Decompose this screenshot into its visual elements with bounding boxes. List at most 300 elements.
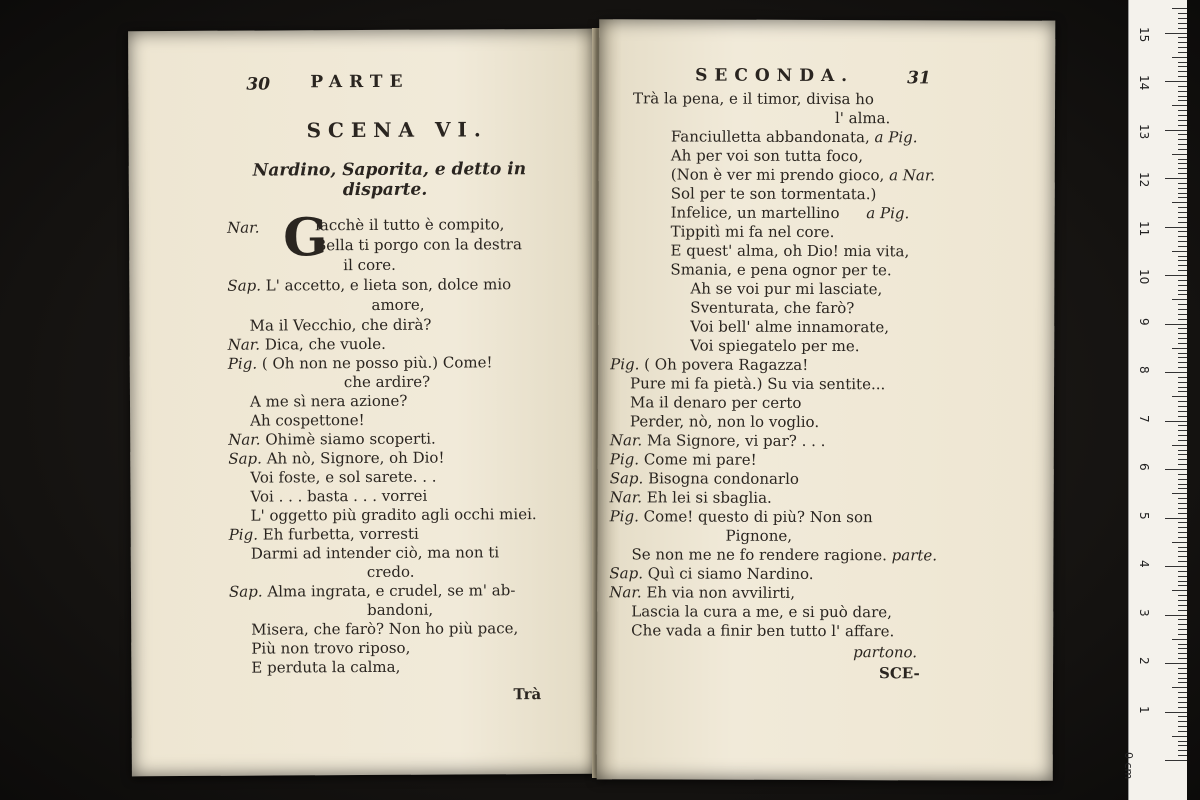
ruler-tick bbox=[1178, 207, 1187, 208]
verse-text: Se non me ne fo rendere ragione. bbox=[631, 545, 887, 565]
ruler-tick bbox=[1178, 125, 1187, 126]
ruler-tick bbox=[1178, 304, 1187, 305]
ruler-tick bbox=[1165, 518, 1187, 519]
verse-line bbox=[610, 450, 757, 470]
ruler-tick bbox=[1178, 454, 1187, 455]
verse-line bbox=[250, 411, 365, 431]
verse-line bbox=[251, 619, 518, 639]
verse-line bbox=[631, 602, 892, 622]
ruler-tick bbox=[1178, 716, 1187, 717]
speaker-label: Nar. bbox=[609, 488, 643, 507]
ruler-tick bbox=[1178, 498, 1187, 499]
verse-text: Bella ti porgo con la destra bbox=[315, 235, 522, 255]
ruler-tick bbox=[1178, 47, 1187, 48]
ruler-tick bbox=[1178, 585, 1187, 586]
ruler-tick bbox=[1178, 503, 1187, 504]
ruler-tick bbox=[1178, 440, 1187, 441]
verse-line bbox=[610, 355, 808, 375]
verse-line bbox=[609, 564, 813, 584]
verse-line bbox=[671, 203, 910, 223]
verse-text: Che vada a finir ben tutto l' affare. bbox=[631, 621, 895, 641]
verse-line bbox=[631, 621, 894, 641]
verse-line bbox=[670, 241, 909, 261]
verse-text: Voi bell' alme innamorate, bbox=[690, 317, 890, 337]
speaker-label: Pig. bbox=[610, 355, 640, 374]
verse-text: Smania, e pena ognor per te. bbox=[670, 260, 892, 280]
ruler-tick bbox=[1172, 493, 1187, 494]
ruler-tick bbox=[1178, 682, 1187, 683]
right-catchword: SCE- bbox=[879, 664, 920, 683]
ruler-tick bbox=[1178, 435, 1187, 436]
ruler-tick bbox=[1178, 367, 1187, 368]
ruler-number: 5 bbox=[1137, 511, 1151, 520]
ruler-tick bbox=[1165, 615, 1187, 616]
ruler-unit-label: 0 cm bbox=[1122, 752, 1135, 780]
verse-text: Come mi pare! bbox=[643, 450, 757, 469]
ruler-tick bbox=[1172, 348, 1187, 349]
verse-line bbox=[251, 543, 499, 563]
speaker-label: Nar. bbox=[227, 218, 260, 237]
ruler-tick bbox=[1178, 309, 1187, 310]
measurement-ruler bbox=[1122, 0, 1187, 800]
ruler-tick bbox=[1178, 290, 1187, 291]
ruler-tick bbox=[1165, 275, 1187, 276]
ruler-tick bbox=[1178, 551, 1187, 552]
verse-text: Ma il Vecchio, che dirà? bbox=[249, 315, 432, 335]
verse-line bbox=[610, 431, 826, 451]
ruler-tick bbox=[1178, 280, 1187, 281]
speaker-label: Pig. bbox=[609, 507, 639, 526]
verse-line bbox=[725, 527, 792, 546]
verse-line bbox=[250, 392, 408, 412]
left-page-number: 30 bbox=[246, 74, 271, 95]
exit-direction: partono. bbox=[853, 643, 918, 662]
verse-text: Ma il denaro per certo bbox=[629, 393, 802, 412]
ruler-tick bbox=[1172, 8, 1187, 9]
verse-line bbox=[344, 373, 430, 392]
ruler-tick bbox=[1178, 343, 1187, 344]
verse-line bbox=[671, 165, 935, 185]
verse-text: amore, bbox=[371, 295, 425, 314]
verse-text: Voi . . . basta . . . vorrei bbox=[250, 486, 428, 506]
verse-line bbox=[610, 488, 772, 508]
ruler-tick bbox=[1172, 736, 1187, 737]
ruler-number: 7 bbox=[1137, 414, 1151, 423]
ruler-tick bbox=[1165, 227, 1187, 228]
ruler-tick bbox=[1178, 96, 1187, 97]
ruler-tick bbox=[1178, 527, 1187, 528]
ruler-tick bbox=[1178, 619, 1187, 620]
ruler-tick bbox=[1178, 576, 1187, 577]
ruler-tick bbox=[1178, 450, 1187, 451]
ruler-tick bbox=[1178, 416, 1187, 417]
speaker-label: Nar. bbox=[609, 431, 643, 450]
verse-line bbox=[315, 215, 504, 235]
ruler-tick bbox=[1165, 566, 1187, 567]
verse-text: ( Oh non ne posso più.) Come! bbox=[261, 353, 493, 373]
verse-text: Sol per te son tormentata.) bbox=[670, 184, 877, 204]
ruler-tick bbox=[1178, 37, 1187, 38]
ruler-tick bbox=[1178, 13, 1187, 14]
verse-line bbox=[228, 430, 436, 450]
verse-text: Eh via non avvilirti, bbox=[646, 583, 796, 602]
verse-line bbox=[671, 184, 877, 204]
ruler-tick bbox=[1172, 542, 1187, 543]
ruler-tick bbox=[1178, 159, 1187, 160]
speaker-label: Sap. bbox=[609, 564, 644, 583]
verse-line bbox=[690, 337, 859, 357]
ruler-tick bbox=[1178, 707, 1187, 708]
ruler-tick bbox=[1178, 246, 1187, 247]
ruler-number: 3 bbox=[1137, 608, 1151, 617]
verse-line bbox=[835, 109, 890, 128]
ruler-tick bbox=[1178, 721, 1187, 722]
speaker-label: Sap. bbox=[228, 582, 263, 601]
ruler-tick bbox=[1178, 411, 1187, 412]
ruler-tick bbox=[1178, 134, 1187, 135]
ruler-tick bbox=[1178, 23, 1187, 24]
ruler-tick bbox=[1178, 745, 1187, 746]
ruler-tick bbox=[1178, 644, 1187, 645]
verse-line bbox=[228, 449, 444, 469]
ruler-tick bbox=[1178, 338, 1187, 339]
left-running-head: PARTE bbox=[310, 71, 410, 93]
ruler-tick bbox=[1178, 265, 1187, 266]
verse-line bbox=[671, 146, 863, 166]
ruler-tick bbox=[1165, 712, 1187, 713]
ruler-tick bbox=[1178, 86, 1187, 87]
verse-text: Trà la pena, e il timor, divisa ho bbox=[633, 89, 875, 109]
verse-text: Eh lei si sbaglia. bbox=[646, 488, 772, 507]
ruler-tick bbox=[1178, 173, 1187, 174]
ruler-number: 8 bbox=[1137, 366, 1151, 374]
left-page bbox=[128, 29, 598, 776]
speaker-label: Pig. bbox=[228, 525, 259, 544]
speaker-label: Sap. bbox=[228, 449, 262, 468]
verse-line bbox=[630, 412, 819, 432]
aside-direction: parte. bbox=[891, 546, 938, 565]
verse-text: ( Oh povera Ragazza! bbox=[644, 355, 809, 374]
ruler-tick bbox=[1178, 260, 1187, 261]
verse-line bbox=[609, 583, 795, 603]
ruler-tick bbox=[1178, 610, 1187, 611]
verse-text: Ah nò, Signore, oh Dio! bbox=[266, 448, 445, 468]
ruler-number: 14 bbox=[1137, 75, 1151, 91]
ruler-tick bbox=[1178, 464, 1187, 465]
verse-line bbox=[610, 507, 873, 527]
verse-text: Perder, nò, non lo voglio. bbox=[629, 412, 820, 431]
ruler-tick bbox=[1178, 357, 1187, 358]
ruler-tick bbox=[1178, 634, 1187, 635]
ruler-tick bbox=[1178, 149, 1187, 150]
verse-line bbox=[228, 353, 493, 373]
ruler-tick bbox=[1178, 314, 1187, 315]
stage-direction-line-1: Nardino, Saporita, e detto in bbox=[252, 159, 527, 181]
verse-text: Come! questo di più? Non son bbox=[643, 507, 873, 527]
ruler-tick bbox=[1178, 163, 1187, 164]
verse-line bbox=[630, 374, 885, 394]
speaker-label: Nar. bbox=[609, 583, 642, 602]
ruler-tick bbox=[1178, 52, 1187, 53]
ruler-tick bbox=[1178, 328, 1187, 329]
ruler-tick bbox=[1178, 28, 1187, 29]
ruler-number: 9 bbox=[1137, 317, 1151, 326]
speaker-label: Pig. bbox=[609, 450, 640, 469]
verse-line bbox=[670, 260, 891, 280]
verse-text: Voi foste, e sol sarete. . . bbox=[250, 467, 437, 487]
aside-direction: a Pig. bbox=[866, 204, 910, 223]
verse-text: Più non trovo riposo, bbox=[251, 638, 411, 658]
verse-text: Lascia la cura a me, e si può dare, bbox=[631, 602, 892, 622]
speaker-label: Pig. bbox=[227, 354, 258, 373]
ruler-tick bbox=[1178, 547, 1187, 548]
verse-line bbox=[690, 318, 889, 338]
ruler-tick bbox=[1178, 285, 1187, 286]
ruler-tick bbox=[1178, 479, 1187, 480]
verse-text: Tippitì mi fa nel core. bbox=[670, 222, 835, 242]
ruler-tick bbox=[1178, 425, 1187, 426]
ruler-tick bbox=[1178, 120, 1187, 121]
ruler-tick bbox=[1165, 178, 1187, 179]
verse-line bbox=[227, 219, 259, 238]
ruler-tick bbox=[1178, 236, 1187, 237]
verse-line bbox=[630, 393, 801, 413]
verse-text: E perduta la calma, bbox=[251, 657, 401, 677]
ruler-tick bbox=[1172, 396, 1187, 397]
ruler-tick bbox=[1178, 648, 1187, 649]
ruler-tick bbox=[1178, 115, 1187, 116]
ruler-tick bbox=[1178, 387, 1187, 388]
ruler-tick bbox=[1172, 445, 1187, 446]
ruler-tick bbox=[1172, 639, 1187, 640]
ruler-tick bbox=[1178, 76, 1187, 77]
ruler-tick bbox=[1178, 522, 1187, 523]
verse-line bbox=[371, 296, 424, 315]
ruler-tick bbox=[1178, 532, 1187, 533]
verse-line bbox=[690, 280, 882, 300]
verse-text: Pure mi fa pietà.) Su via sentite... bbox=[630, 374, 886, 394]
speaker-label: Sap. bbox=[227, 276, 262, 295]
ruler-tick bbox=[1165, 324, 1187, 325]
ruler-tick bbox=[1178, 183, 1187, 184]
ruler-tick bbox=[1178, 430, 1187, 431]
ruler-tick bbox=[1178, 401, 1187, 402]
ruler-tick bbox=[1178, 241, 1187, 242]
verse-text: che ardire? bbox=[343, 372, 431, 392]
verse-text: L' oggetto più gradito agli occhi miei. bbox=[250, 505, 537, 525]
ruler-tick bbox=[1178, 353, 1187, 354]
verse-text: credo. bbox=[366, 562, 415, 581]
verse-line bbox=[367, 563, 415, 582]
ruler-tick bbox=[1178, 726, 1187, 727]
ruler-tick bbox=[1178, 18, 1187, 19]
verse-text: l' alma. bbox=[834, 109, 891, 128]
verse-text: Alma ingrata, e crudel, se m' ab- bbox=[267, 581, 516, 601]
verse-line bbox=[367, 601, 433, 620]
ruler-tick bbox=[1178, 319, 1187, 320]
verse-text: L' accetto, e lieta son, dolce mio bbox=[265, 275, 512, 295]
ruler-tick bbox=[1178, 168, 1187, 169]
ruler-tick bbox=[1178, 188, 1187, 189]
ruler-tick bbox=[1178, 624, 1187, 625]
ruler-tick bbox=[1178, 66, 1187, 67]
ruler-tick bbox=[1165, 372, 1187, 373]
ruler-tick bbox=[1165, 663, 1187, 664]
verse-text: Quì ci siamo Nardino. bbox=[647, 564, 814, 583]
ruler-tick bbox=[1178, 508, 1187, 509]
verse-text: Pignone, bbox=[725, 526, 793, 545]
verse-line bbox=[343, 256, 396, 275]
ruler-tick bbox=[1178, 702, 1187, 703]
ruler-tick bbox=[1178, 755, 1187, 756]
verse-text: Darmi ad intender ciò, ma non ti bbox=[250, 543, 500, 563]
verse-line bbox=[633, 89, 874, 109]
speaker-label: Nar. bbox=[228, 430, 261, 449]
ruler-tick bbox=[1178, 474, 1187, 475]
ruler-tick bbox=[1172, 687, 1187, 688]
verse-text: Sventurata, che farò? bbox=[690, 298, 855, 318]
verse-line bbox=[251, 639, 410, 659]
verse-line bbox=[251, 658, 400, 678]
verse-line bbox=[250, 316, 432, 336]
verse-line bbox=[229, 525, 419, 545]
verse-text: Fanciulletta abbandonata, bbox=[670, 127, 870, 147]
ruler-tick bbox=[1178, 513, 1187, 514]
verse-line bbox=[610, 469, 799, 489]
ruler-tick bbox=[1178, 217, 1187, 218]
ruler-tick bbox=[1178, 668, 1187, 669]
speaker-label: Nar. bbox=[227, 335, 261, 354]
ruler-tick bbox=[1178, 62, 1187, 63]
verse-line bbox=[229, 581, 515, 601]
verse-line bbox=[251, 505, 537, 525]
verse-line bbox=[690, 299, 854, 319]
scene-title: SCENA VI. bbox=[306, 117, 488, 143]
ruler-tick bbox=[1178, 71, 1187, 72]
verse-line bbox=[671, 222, 835, 242]
verse-text: Ah cospettone! bbox=[250, 410, 365, 430]
verse-text: Ah se voi pur mi lasciate, bbox=[690, 279, 883, 299]
ruler-tick bbox=[1178, 678, 1187, 679]
ruler-tick bbox=[1165, 130, 1187, 131]
verse-text: bandoni, bbox=[367, 600, 434, 619]
ruler-tick bbox=[1178, 653, 1187, 654]
verse-line bbox=[250, 487, 427, 507]
verse-text: Infelice, un martellino bbox=[670, 203, 840, 223]
ruler-tick bbox=[1178, 270, 1187, 271]
ruler-tick bbox=[1178, 197, 1187, 198]
speaker-label: Sap. bbox=[609, 469, 644, 488]
ruler-tick bbox=[1178, 222, 1187, 223]
ruler-number: 11 bbox=[1137, 220, 1151, 236]
ruler-number: 13 bbox=[1137, 123, 1151, 139]
verse-line bbox=[671, 127, 918, 147]
ruler-tick bbox=[1178, 750, 1187, 751]
ruler-tick bbox=[1178, 658, 1187, 659]
ruler-tick bbox=[1178, 484, 1187, 485]
ruler-tick bbox=[1178, 100, 1187, 101]
ruler-tick bbox=[1178, 256, 1187, 257]
ruler-tick bbox=[1172, 251, 1187, 252]
ruler-tick bbox=[1178, 110, 1187, 111]
ruler-tick bbox=[1165, 81, 1187, 82]
ruler-tick bbox=[1178, 556, 1187, 557]
ruler-tick bbox=[1178, 91, 1187, 92]
ruler-tick bbox=[1178, 42, 1187, 43]
verse-text: Dica, che vuole. bbox=[264, 334, 386, 354]
verse-text: Ah per voi son tutta foco, bbox=[670, 146, 864, 166]
ruler-tick bbox=[1178, 193, 1187, 194]
ruler-tick bbox=[1165, 33, 1187, 34]
ruler-tick bbox=[1165, 469, 1187, 470]
right-page bbox=[597, 19, 1056, 781]
ruler-number: 15 bbox=[1137, 26, 1151, 42]
ruler-tick bbox=[1178, 294, 1187, 295]
ruler-tick bbox=[1172, 105, 1187, 106]
ruler-tick bbox=[1178, 459, 1187, 460]
verse-text: Ohimè siamo scoperti. bbox=[265, 429, 436, 449]
ruler-tick bbox=[1172, 299, 1187, 300]
ruler-tick bbox=[1178, 377, 1187, 378]
ruler-tick bbox=[1178, 362, 1187, 363]
verse-line bbox=[250, 468, 436, 488]
ruler-tick bbox=[1178, 333, 1187, 334]
ruler-tick bbox=[1178, 673, 1187, 674]
ruler-number: 6 bbox=[1137, 463, 1151, 471]
verse-line bbox=[227, 275, 511, 295]
ruler-tick bbox=[1178, 600, 1187, 601]
verse-text: E quest' alma, oh Dio! mia vita, bbox=[670, 241, 910, 261]
verse-text: Voi spiegatelo per me. bbox=[690, 336, 860, 356]
verse-text: il core. bbox=[343, 255, 396, 275]
ruler-tick bbox=[1178, 595, 1187, 596]
ruler-tick bbox=[1178, 692, 1187, 693]
ruler-tick bbox=[1178, 697, 1187, 698]
ruler-tick bbox=[1178, 741, 1187, 742]
ruler-tick bbox=[1172, 154, 1187, 155]
ruler-number: 10 bbox=[1137, 269, 1151, 285]
ruler-tick bbox=[1165, 760, 1187, 761]
ruler-number: 4 bbox=[1137, 560, 1151, 568]
verse-text: A me sì nera azione? bbox=[249, 391, 408, 411]
ruler-tick bbox=[1178, 212, 1187, 213]
verse-text: Ma Signore, vi par? . . . bbox=[646, 431, 826, 450]
ruler-tick bbox=[1178, 406, 1187, 407]
verse-line bbox=[228, 335, 386, 355]
ruler-tick bbox=[1178, 231, 1187, 232]
ruler-tick bbox=[1172, 590, 1187, 591]
ruler-tick bbox=[1178, 571, 1187, 572]
stage-direction-line-2: disparte. bbox=[342, 179, 428, 201]
ruler-number: 2 bbox=[1137, 657, 1151, 665]
verse-line bbox=[631, 545, 937, 565]
ruler-tick bbox=[1178, 581, 1187, 582]
right-page-number: 31 bbox=[907, 68, 931, 89]
ruler-tick bbox=[1178, 382, 1187, 383]
ruler-tick bbox=[1178, 144, 1187, 145]
ruler-tick bbox=[1172, 202, 1187, 203]
drop-cap: G bbox=[282, 207, 328, 269]
ruler-tick bbox=[1178, 731, 1187, 732]
verse-line bbox=[315, 235, 522, 255]
ruler-tick bbox=[1178, 139, 1187, 140]
ruler-tick bbox=[1178, 488, 1187, 489]
ruler-number: 1 bbox=[1137, 705, 1151, 714]
aside-direction: a Pig. bbox=[874, 128, 918, 147]
left-catchword: Trà bbox=[513, 685, 542, 704]
verse-text: Misera, che farò? Non ho più pace, bbox=[251, 619, 519, 639]
verse-text: Eh furbetta, vorresti bbox=[262, 524, 419, 544]
